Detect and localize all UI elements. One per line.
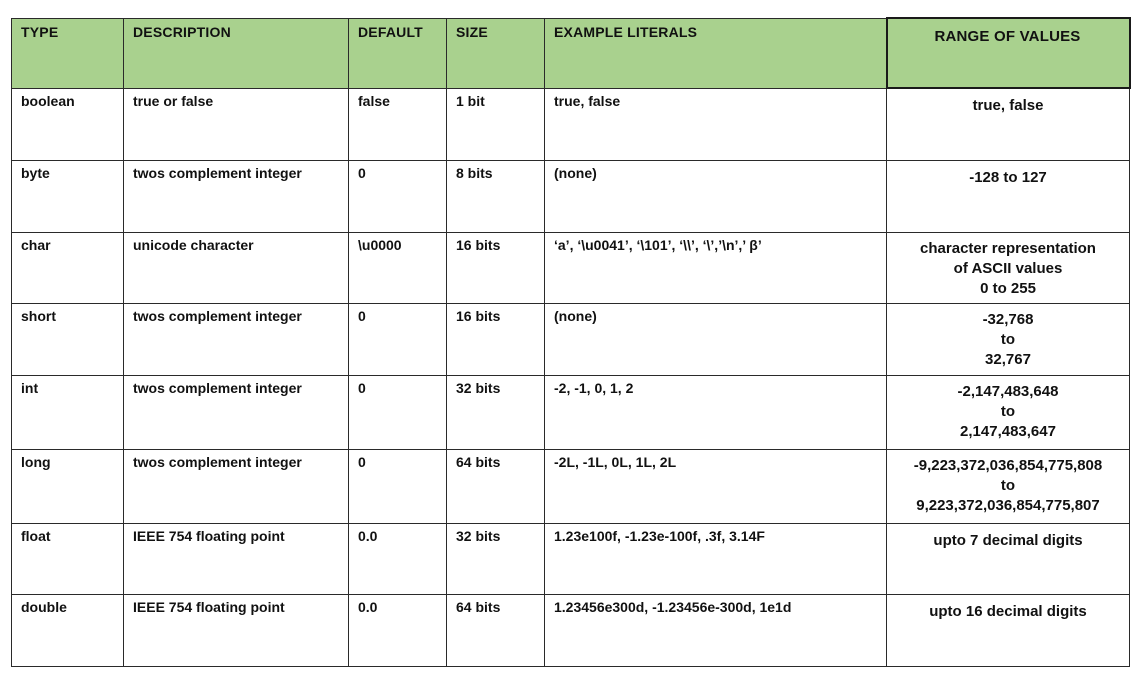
size-cell: 64 bits [447,594,545,666]
range-line: -32,768 [982,310,1034,328]
table-row [12,449,1130,523]
range-line: 0 to 255 [980,279,1036,297]
description-cell: IEEE 754 floating point [124,594,349,666]
range-of-values-cell [887,88,1130,160]
header-range-of-values: RANGE OF VALUES [887,18,1130,88]
table-row [12,303,1130,375]
range-of-values-cell [887,449,1130,523]
table-row [12,232,1130,303]
type-cell: float [12,523,124,594]
type-cell: short [12,303,124,375]
header-description: DESCRIPTION [124,18,349,88]
range-line: upto 7 decimal digits [933,531,1083,549]
range-of-values-cell [887,303,1130,375]
size-cell: 8 bits [447,160,545,232]
header-size: SIZE [447,18,545,88]
default-cell: 0 [349,160,447,232]
description-cell: IEEE 754 floating point [124,523,349,594]
default-cell: 0 [349,449,447,523]
range-line: -128 to 127 [969,168,1047,186]
range-of-values-cell [887,375,1130,449]
type-cell: int [12,375,124,449]
range-of-values-cell [887,523,1130,594]
range-line: -2,147,483,648 [957,382,1059,400]
range-line: character representation [920,239,1096,257]
range-of-values-cell [887,232,1130,303]
example-literals-cell: (none) [545,303,887,375]
description-cell: unicode character [124,232,349,303]
size-cell: 32 bits [447,523,545,594]
type-cell: double [12,594,124,666]
range-line: upto 16 decimal digits [929,602,1087,620]
range-of-values-cell [887,160,1130,232]
size-cell: 1 bit [447,88,545,160]
default-cell: false [349,88,447,160]
range-line: 2,147,483,647 [960,422,1056,440]
range-line: of ASCII values [953,259,1063,277]
example-literals-cell: -2, -1, 0, 1, 2 [545,375,887,449]
default-cell: 0 [349,303,447,375]
default-cell: 0.0 [349,594,447,666]
table-row [12,88,1130,160]
table-row [12,375,1130,449]
description-cell: twos complement integer [124,160,349,232]
range-line: 9,223,372,036,854,775,807 [916,496,1100,514]
size-cell: 16 bits [447,303,545,375]
header-row [12,18,1130,88]
example-literals-cell: -2L, -1L, 0L, 1L, 2L [545,449,887,523]
size-cell: 64 bits [447,449,545,523]
description-cell: twos complement integer [124,303,349,375]
range-of-values-cell [887,594,1130,666]
type-cell: byte [12,160,124,232]
default-cell: 0 [349,375,447,449]
table-row [12,523,1130,594]
description-cell: twos complement integer [124,449,349,523]
range-line: true, false [972,97,1044,114]
header-type: TYPE [12,18,124,88]
example-literals-cell: 1.23e100f, -1.23e-100f, .3f, 3.14F [545,523,887,594]
example-literals-cell: 1.23456e300d, -1.23456e-300d, 1e1d [545,594,887,666]
data-types-table [11,17,1131,667]
default-cell: 0.0 [349,523,447,594]
type-cell: boolean [12,88,124,160]
header-example-literals: EXAMPLE LITERALS [545,18,887,88]
range-line: -9,223,372,036,854,775,808 [913,456,1103,474]
default-cell: \u0000 [349,232,447,303]
range-line: to [1000,402,1016,420]
range-line: to [1000,330,1016,348]
header-default: DEFAULT [349,18,447,88]
table-row [12,594,1130,666]
size-cell: 32 bits [447,375,545,449]
description-cell: twos complement integer [124,375,349,449]
type-cell: long [12,449,124,523]
type-cell: char [12,232,124,303]
example-literals-cell: true, false [545,88,887,160]
example-literals-cell: (none) [545,160,887,232]
table-row [12,160,1130,232]
example-literals-cell: ‘a’, ‘\u0041’, ‘\101’, ‘\\’, ‘\’,’\n’,’ β’ [545,232,887,303]
range-line: 32,767 [985,350,1031,368]
description-cell: true or false [124,88,349,160]
range-line: to [1000,476,1016,494]
size-cell: 16 bits [447,232,545,303]
